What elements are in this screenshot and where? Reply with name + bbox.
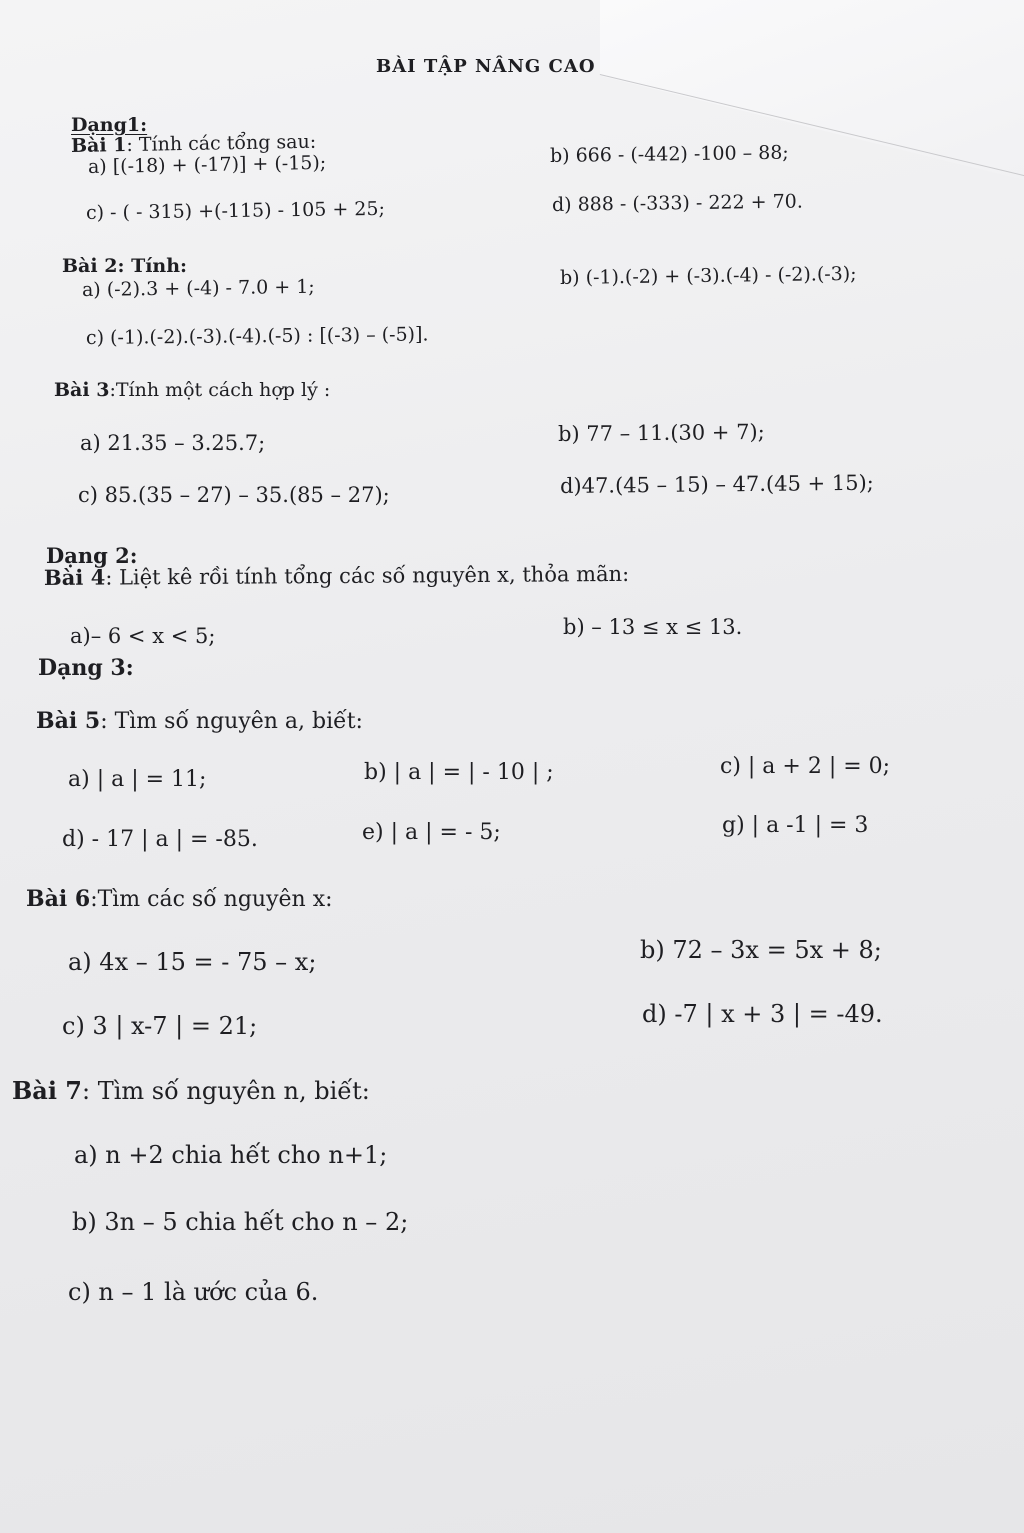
exercise-5d: d) - 17 | a | = -85. xyxy=(62,827,258,852)
exercise-6-label: Bài 6 xyxy=(26,886,91,912)
exercise-6d: d) -7 | x + 3 | = -49. xyxy=(642,1000,883,1028)
exercise-3-text: :Tính một cách hợp lý : xyxy=(109,379,331,401)
exercise-5a: a) | a | = 11; xyxy=(68,767,207,792)
exercise-2-heading xyxy=(62,257,187,276)
section-heading-dang1: Dạng1: xyxy=(71,114,148,136)
exercise-6-text: :Tìm các số nguyên x: xyxy=(90,887,333,912)
exercise-2c: c) (-1).(-2).(-3).(-4).(-5) : [(-3) – (-5)]. xyxy=(85,323,429,349)
exercise-5e: e) | a | = - 5; xyxy=(362,820,501,845)
exercise-3c: c) 85.(35 – 27) – 35.(85 – 27); xyxy=(78,483,390,507)
exercise-5b: b) | a | = | - 10 | ; xyxy=(364,760,554,785)
exercise-5c: c) | a + 2 | = 0; xyxy=(720,754,891,779)
exercise-4-label: Bài 4 xyxy=(43,564,106,590)
exercise-7c: c) n – 1 là ước của 6. xyxy=(68,1278,319,1306)
exercise-1d: d) 888 - (-333) - 222 + 70. xyxy=(551,190,803,216)
exercise-1-text: : Tính các tổng sau: xyxy=(126,130,317,157)
exercise-1-label: Bài 1 xyxy=(70,134,127,157)
exercise-3b: b) 77 – 11.(30 + 7); xyxy=(557,419,765,446)
exercise-6a: a) 4x – 15 = - 75 – x; xyxy=(68,948,317,976)
exercise-6b: b) 72 – 3x = 5x + 8; xyxy=(640,936,882,964)
exercise-7-label: Bài 7 xyxy=(12,1076,83,1105)
exercise-2-label: Bài 2 xyxy=(62,255,118,277)
exercise-1b: b) 666 - (-442) -100 – 88; xyxy=(549,141,789,167)
exercise-4a: a)– 6 < x < 5; xyxy=(70,624,216,648)
exercise-2a: a) (-2).3 + (-4) - 7.0 + 1; xyxy=(81,275,315,301)
exercise-5-heading xyxy=(36,710,363,733)
exercise-6-heading xyxy=(26,888,333,911)
exercise-1c: c) - ( - 315) +(-115) - 105 + 25; xyxy=(85,197,386,224)
exercise-3-heading xyxy=(54,381,330,400)
exercise-3d: d)47.(45 – 15) – 47.(45 + 15); xyxy=(559,470,874,498)
exercise-4-text: : Liệt kê rồi tính tổng các số nguyên x, thỏa mãn: xyxy=(105,561,630,590)
section-heading-dang3: Dạng 3: xyxy=(38,655,134,681)
worksheet-title: BÀI TẬP NÂNG CAO xyxy=(376,56,596,77)
exercise-7-text: : Tìm số nguyên n, biết: xyxy=(82,1077,370,1105)
exercise-7a: a) n +2 chia hết cho n+1; xyxy=(74,1141,388,1169)
exercise-7-heading xyxy=(12,1076,370,1105)
exercise-2b: b) (-1).(-2) + (-3).(-4) - (-2).(-3); xyxy=(559,262,857,289)
exercise-1a: a) [(-18) + (-17)] + (-15); xyxy=(87,151,327,178)
exercise-7b: b) 3n – 5 chia hết cho n – 2; xyxy=(72,1208,409,1236)
exercise-4b: b) – 13 ≤ x ≤ 13. xyxy=(563,615,743,639)
exercise-5-text: : Tìm số nguyên a, biết: xyxy=(100,709,363,734)
exercise-5g: g) | a -1 | = 3 xyxy=(722,813,869,838)
exercise-3a: a) 21.35 – 3.25.7; xyxy=(80,431,266,455)
exercise-2-text: : Tính: xyxy=(117,255,188,277)
exercise-4-heading xyxy=(44,563,629,589)
exercise-3-label: Bài 3 xyxy=(54,379,110,401)
exercise-5-label: Bài 5 xyxy=(36,708,101,734)
exercise-6c: c) 3 | x-7 | = 21; xyxy=(62,1012,258,1040)
section-heading-dang2: Dạng 2: xyxy=(46,543,138,568)
